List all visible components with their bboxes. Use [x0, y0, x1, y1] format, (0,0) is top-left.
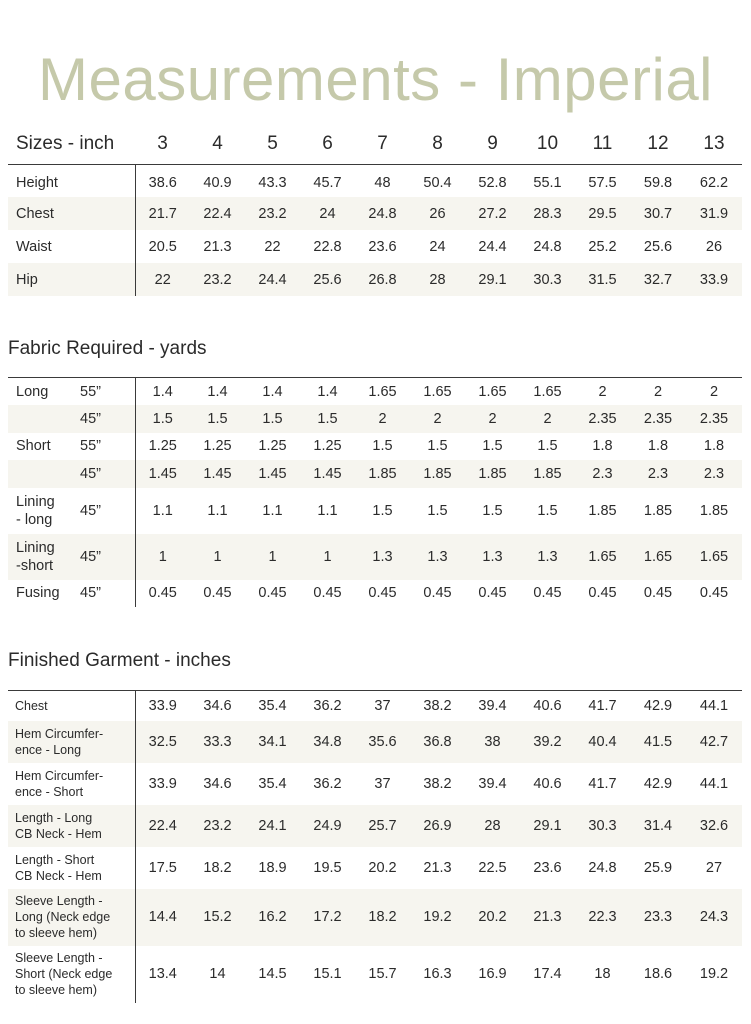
row-label	[8, 847, 135, 889]
page-title: Measurements - Imperial	[37, 46, 714, 113]
cell-value: 1.5	[482, 438, 503, 455]
fabric-table	[8, 377, 742, 607]
cell-value: 34.1	[245, 721, 300, 763]
row-label-line: to sleeve hem)	[15, 926, 97, 940]
cell-value: 40.6	[533, 775, 562, 792]
cell-value: 38.6	[148, 174, 177, 191]
row-label-line: Short (Neck edge	[15, 967, 113, 981]
cell-value: 1.5	[427, 502, 448, 519]
row-label-line: Chest	[15, 698, 48, 713]
cell-value: 45.7	[313, 174, 342, 191]
cell-value: 0.45	[148, 585, 177, 602]
cell-value: 22.4	[135, 805, 190, 847]
header-label: Sizes - inch	[8, 124, 135, 164]
cell-value: 25.2	[588, 238, 617, 255]
fabric-width: 55”	[80, 378, 135, 406]
size-header: 4	[190, 124, 245, 164]
cell-value: 2.35	[686, 405, 742, 433]
row-label	[8, 405, 80, 433]
finished-table	[8, 690, 742, 1003]
cell-value: 17.4	[533, 966, 562, 982]
cell-value: 26	[705, 238, 723, 255]
cell-value: 28.3	[520, 197, 575, 230]
table-row	[8, 230, 742, 263]
cell-value: 34.6	[203, 775, 232, 792]
row-label-line: -short	[16, 557, 54, 574]
cell-value: 1.65	[575, 534, 630, 580]
row-label-line: CB Neck - Hem	[15, 826, 102, 841]
cell-value: 38.2	[423, 775, 452, 792]
cell-value: 1.85	[355, 460, 410, 488]
size-header: 12	[630, 124, 686, 164]
table-row	[8, 197, 742, 230]
cell-value: 2.35	[630, 405, 686, 433]
cell-value: 1.85	[699, 502, 729, 519]
row-label-line: to sleeve hem)	[15, 983, 97, 997]
cell-value: 2	[355, 405, 410, 433]
cell-value: 22.4	[190, 197, 245, 230]
cell-value: 35.6	[355, 721, 410, 763]
cell-value: 2.35	[575, 405, 630, 433]
row-label	[8, 805, 135, 847]
cell-value: 14.4	[135, 889, 190, 946]
cell-value: 40.4	[575, 721, 630, 763]
size-header: 7	[355, 124, 410, 164]
cell-value: 0.45	[313, 585, 342, 602]
cell-value: 25.6	[300, 263, 355, 296]
cell-value: 1.8	[647, 438, 669, 455]
cell-value: 35.4	[258, 697, 287, 714]
cell-value: 1.1	[152, 502, 173, 519]
measurements-header-row	[8, 124, 742, 164]
cell-value: 43.3	[258, 174, 287, 191]
cell-value: 42.9	[643, 697, 673, 714]
table-row	[8, 847, 742, 889]
cell-value: 35.4	[258, 775, 287, 792]
cell-value: 1.4	[207, 383, 228, 400]
cell-value: 27	[705, 859, 723, 876]
cell-value: 18	[594, 966, 611, 982]
table-row	[8, 378, 742, 406]
table-row	[8, 691, 742, 721]
row-label-line: CB Neck - Hem	[15, 868, 102, 883]
size-header: 3	[135, 124, 190, 164]
cell-value: 1.5	[427, 438, 448, 455]
table-row	[8, 946, 742, 1003]
cell-value: 1.8	[703, 438, 725, 455]
cell-value: 1.3	[410, 534, 465, 580]
cell-value: 2	[709, 383, 719, 400]
cell-value: 23.3	[630, 889, 686, 946]
cell-value: 39.4	[478, 697, 507, 714]
size-header: 13	[686, 124, 742, 164]
table-row	[8, 580, 742, 608]
cell-value: 30.3	[575, 805, 630, 847]
cell-value: 2.3	[575, 460, 630, 488]
row-label	[8, 691, 135, 721]
cell-value: 32.5	[135, 721, 190, 763]
cell-value: 0.45	[699, 585, 729, 602]
cell-value: 42.9	[643, 775, 673, 792]
cell-value: 1.1	[262, 502, 283, 519]
cell-value: 21.3	[520, 889, 575, 946]
cell-value: 28	[410, 263, 465, 296]
cell-value: 18.2	[355, 889, 410, 946]
cell-value: 1.3	[465, 534, 520, 580]
cell-value: 59.8	[643, 174, 673, 191]
table-row	[8, 164, 742, 197]
cell-value: 2	[653, 383, 663, 400]
cell-value: 17.5	[148, 859, 177, 876]
cell-value: 1.85	[520, 460, 575, 488]
cell-value: 21.3	[203, 238, 232, 255]
cell-value: 1.85	[588, 502, 617, 519]
cell-value: 1.25	[258, 438, 287, 455]
cell-value: 48	[374, 174, 391, 191]
cell-value: 1	[245, 534, 300, 580]
cell-value: 50.4	[423, 174, 452, 191]
cell-value: 1.25	[313, 438, 342, 455]
cell-value: 1	[190, 534, 245, 580]
row-label	[8, 488, 80, 534]
cell-value: 22.8	[313, 238, 342, 255]
cell-value: 62.2	[699, 174, 729, 191]
row-label-line: Lining	[16, 493, 55, 510]
cell-value: 1.5	[372, 438, 393, 455]
cell-value: 1.1	[207, 502, 228, 519]
cell-value: 1.45	[190, 460, 245, 488]
row-label-line: ence - Long	[15, 742, 82, 757]
row-label	[8, 460, 80, 488]
cell-value: 1.1	[317, 502, 338, 519]
cell-value: 1.85	[410, 460, 465, 488]
cell-value: 39.2	[520, 721, 575, 763]
cell-value: 1.25	[148, 438, 177, 455]
cell-value: 20.2	[368, 859, 397, 876]
measurements-table	[8, 124, 742, 296]
cell-value: 19.5	[313, 859, 342, 876]
row-label-line: Length - Long	[15, 810, 93, 825]
cell-value: 16.9	[478, 966, 507, 982]
cell-value: 0.45	[203, 585, 232, 602]
cell-value: 36.2	[313, 697, 342, 714]
cell-value: 36.2	[313, 775, 342, 792]
row-label: Waist	[8, 230, 135, 263]
cell-value: 24.9	[300, 805, 355, 847]
cell-value: 1.5	[190, 405, 245, 433]
cell-value: 23.2	[190, 263, 245, 296]
cell-value: 18.2	[203, 859, 232, 876]
cell-value: 41.7	[588, 775, 617, 792]
cell-value: 1.5	[537, 438, 558, 455]
cell-value: 34.6	[203, 697, 232, 714]
cell-value: 0.45	[423, 585, 452, 602]
cell-value: 16.3	[423, 966, 452, 982]
cell-value: 1.85	[465, 460, 520, 488]
fabric-width: 55”	[80, 433, 135, 461]
cell-value: 42.7	[686, 721, 742, 763]
cell-value: 1.65	[686, 534, 742, 580]
cell-value: 1.3	[355, 534, 410, 580]
cell-value: 25.7	[355, 805, 410, 847]
table-row	[8, 721, 742, 763]
cell-value: 20.5	[148, 238, 177, 255]
row-label-line: Hem Circumfer-	[15, 726, 104, 741]
cell-value: 0.45	[588, 585, 617, 602]
cell-value: 57.5	[588, 174, 617, 191]
cell-value: 1.65	[533, 383, 562, 400]
cell-value: 1.5	[372, 502, 393, 519]
cell-value: 41.5	[630, 721, 686, 763]
row-label	[8, 534, 80, 580]
cell-value: 16.2	[245, 889, 300, 946]
cell-value: 44.1	[699, 775, 729, 792]
cell-value: 44.1	[699, 697, 729, 714]
cell-value: 2	[465, 405, 520, 433]
cell-value: 2.3	[686, 460, 742, 488]
cell-value: 17.2	[300, 889, 355, 946]
cell-value: 20.2	[465, 889, 520, 946]
cell-value: 1.4	[317, 383, 338, 400]
cell-value: 55.1	[533, 174, 562, 191]
row-label	[8, 721, 135, 763]
cell-value: 24.4	[478, 238, 507, 255]
row-label-line: ence - Short	[15, 784, 84, 799]
cell-value: 18.9	[258, 859, 287, 876]
cell-value: 26	[410, 197, 465, 230]
cell-value: 19.2	[410, 889, 465, 946]
cell-value: 22.3	[575, 889, 630, 946]
cell-value: 38	[465, 721, 520, 763]
cell-value: 0.45	[643, 585, 673, 602]
cell-value: 40.6	[533, 697, 562, 714]
row-label-line: Lining	[16, 539, 55, 556]
cell-value: 26.8	[355, 263, 410, 296]
cell-value: 0.45	[258, 585, 287, 602]
cell-value: 24	[429, 238, 446, 255]
cell-value: 1	[300, 534, 355, 580]
cell-value: 33.9	[686, 263, 742, 296]
cell-value: 37	[374, 697, 391, 714]
cell-value: 2	[520, 405, 575, 433]
size-header: 11	[575, 124, 630, 164]
row-label-line: Length - Short	[15, 852, 95, 867]
table-row	[8, 460, 742, 488]
row-label: Height	[8, 164, 135, 197]
cell-value: 1.5	[135, 405, 190, 433]
cell-value: 2	[598, 383, 607, 400]
row-label: Short	[16, 438, 51, 455]
cell-value: 37	[374, 775, 391, 792]
cell-value: 1.5	[245, 405, 300, 433]
cell-value: 24.8	[355, 197, 410, 230]
cell-value: 34.8	[300, 721, 355, 763]
cell-value: 30.3	[520, 263, 575, 296]
cell-value: 1.4	[262, 383, 283, 400]
cell-value: 32.7	[630, 263, 686, 296]
cell-value: 25.6	[643, 238, 673, 255]
cell-value: 1.5	[300, 405, 355, 433]
cell-value: 14	[209, 966, 226, 982]
cell-value: 1.85	[643, 502, 673, 519]
cell-value: 15.1	[313, 966, 342, 982]
cell-value: 29.5	[575, 197, 630, 230]
cell-value: 23.6	[533, 859, 562, 876]
cell-value: 22.5	[478, 859, 507, 876]
cell-value: 1.8	[592, 438, 613, 455]
cell-value: 36.8	[410, 721, 465, 763]
finished-heading: Finished Garment - inches	[8, 650, 231, 671]
cell-value: 24.8	[588, 859, 617, 876]
cell-value: 33.9	[148, 775, 177, 792]
cell-value: 1.3	[520, 534, 575, 580]
cell-value: 28	[465, 805, 520, 847]
cell-value: 18.6	[643, 966, 673, 982]
table-row	[8, 805, 742, 847]
cell-value: 14.5	[258, 966, 287, 982]
cell-value: 2.3	[630, 460, 686, 488]
row-label: Hip	[8, 263, 135, 296]
cell-value: 23.6	[368, 238, 397, 255]
cell-value: 24.3	[686, 889, 742, 946]
row-label-line: Long (Neck edge	[15, 910, 111, 924]
cell-value: 1.5	[482, 502, 503, 519]
cell-value: 2	[410, 405, 465, 433]
row-label-line: Sleeve Length -	[15, 894, 103, 908]
cell-value: 24.4	[245, 263, 300, 296]
table-row	[8, 889, 742, 946]
row-label-line: - long	[16, 511, 53, 528]
cell-value: 39.4	[478, 775, 507, 792]
table-row	[8, 488, 742, 534]
row-label: Fusing	[16, 585, 60, 602]
cell-value: 22	[135, 263, 190, 296]
cell-value: 24	[300, 197, 355, 230]
row-label	[8, 946, 135, 1003]
cell-value: 1.65	[423, 383, 452, 400]
table-row	[8, 263, 742, 296]
cell-value: 1.45	[300, 460, 355, 488]
cell-value: 38.2	[423, 697, 452, 714]
fabric-width: 45”	[80, 460, 135, 488]
fabric-width: 45”	[80, 580, 135, 608]
row-label: Chest	[8, 197, 135, 230]
cell-value: 27.2	[465, 197, 520, 230]
cell-value: 21.3	[423, 859, 452, 876]
cell-value: 0.45	[368, 585, 397, 602]
cell-value: 26.9	[410, 805, 465, 847]
cell-value: 1.65	[630, 534, 686, 580]
cell-value: 0.45	[533, 585, 562, 602]
fabric-heading: Fabric Required - yards	[8, 338, 207, 359]
cell-value: 1.5	[537, 502, 558, 519]
cell-value: 24.1	[245, 805, 300, 847]
cell-value: 23.2	[190, 805, 245, 847]
cell-value: 41.7	[588, 697, 617, 714]
cell-value: 1.45	[135, 460, 190, 488]
cell-value: 29.1	[520, 805, 575, 847]
cell-value: 15.7	[368, 966, 397, 982]
fabric-width: 45”	[80, 534, 135, 580]
table-row	[8, 534, 742, 580]
cell-value: 23.2	[245, 197, 300, 230]
cell-value: 21.7	[135, 197, 190, 230]
cell-value: 25.9	[643, 859, 673, 876]
cell-value: 32.6	[686, 805, 742, 847]
size-header: 5	[245, 124, 300, 164]
cell-value: 33.9	[148, 697, 177, 714]
cell-value: 1.65	[368, 383, 397, 400]
cell-value: 22	[264, 238, 281, 255]
size-header: 8	[410, 124, 465, 164]
cell-value: 1.65	[478, 383, 507, 400]
cell-value: 1.4	[152, 383, 173, 400]
cell-value: 31.4	[630, 805, 686, 847]
cell-value: 29.1	[465, 263, 520, 296]
cell-value: 31.5	[575, 263, 630, 296]
cell-value: 31.9	[686, 197, 742, 230]
cell-value: 13.4	[148, 966, 177, 982]
cell-value: 1	[135, 534, 190, 580]
row-label: Long	[16, 383, 49, 400]
fabric-width: 45”	[80, 488, 135, 534]
table-row	[8, 763, 742, 805]
row-label-line: Sleeve Length -	[15, 951, 103, 965]
cell-value: 15.2	[190, 889, 245, 946]
cell-value: 40.9	[203, 174, 232, 191]
cell-value: 1.25	[203, 438, 232, 455]
table-row	[8, 405, 742, 433]
table-row	[8, 433, 742, 461]
row-label	[8, 889, 135, 946]
cell-value: 33.3	[190, 721, 245, 763]
cell-value: 52.8	[478, 174, 507, 191]
fabric-width: 45”	[80, 405, 135, 433]
size-header: 6	[300, 124, 355, 164]
size-header: 9	[465, 124, 520, 164]
size-header: 10	[520, 124, 575, 164]
cell-value: 1.45	[245, 460, 300, 488]
cell-value: 0.45	[478, 585, 507, 602]
row-label-line: Hem Circumfer-	[15, 768, 104, 783]
row-label	[8, 763, 135, 805]
cell-value: 30.7	[630, 197, 686, 230]
cell-value: 19.2	[699, 966, 729, 982]
cell-value: 24.8	[533, 238, 562, 255]
